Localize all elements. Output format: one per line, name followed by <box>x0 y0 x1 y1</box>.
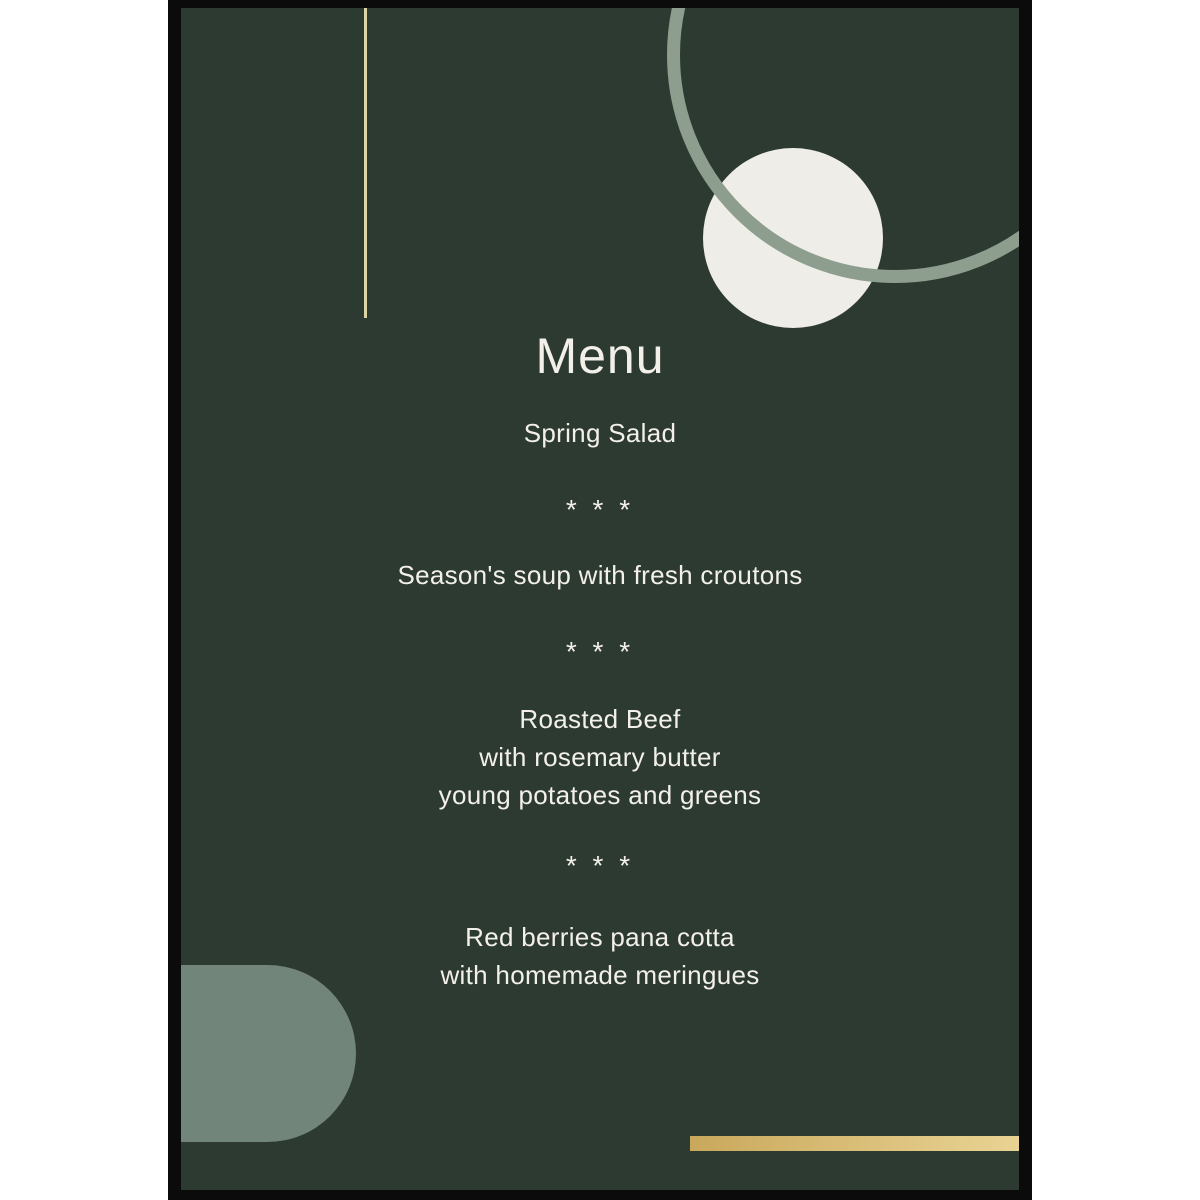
course-divider: * * * <box>565 494 635 525</box>
gold-bar-decoration <box>690 1136 1019 1151</box>
course-dessert <box>181 918 1019 994</box>
course-starter <box>181 414 1019 452</box>
course-divider: * * * <box>565 850 635 881</box>
course-line: Red berries pana cotta <box>465 922 735 952</box>
course-line: Spring Salad <box>523 418 677 448</box>
menu-card-inner <box>181 8 1019 1190</box>
course-line: with rosemary butter <box>479 742 721 772</box>
course-line: with homemade meringues <box>440 960 760 990</box>
course-line: Season's soup with fresh croutons <box>397 560 803 590</box>
course-line: Roasted Beef <box>519 704 681 734</box>
course-soup <box>181 556 1019 594</box>
course-divider: * * * <box>565 636 635 667</box>
gold-vertical-line-decoration <box>364 8 367 318</box>
course-line: young potatoes and greens <box>438 780 762 810</box>
menu-card <box>168 0 1032 1200</box>
course-main <box>181 700 1019 814</box>
menu-title: Menu <box>535 328 665 384</box>
